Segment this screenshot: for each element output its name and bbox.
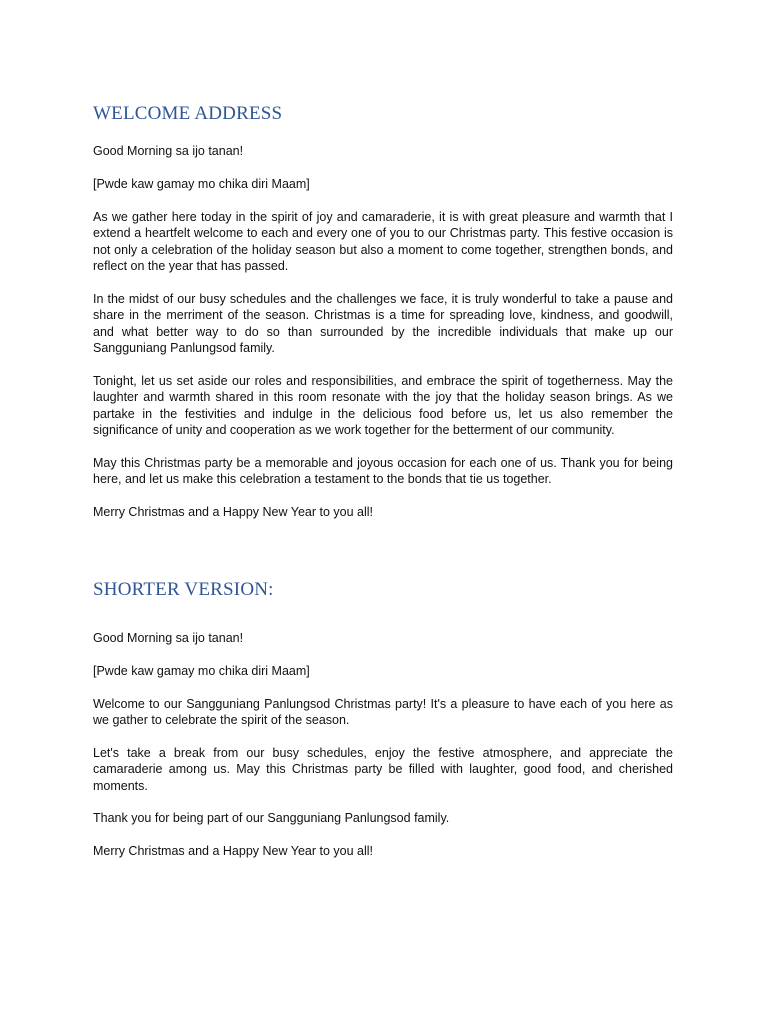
short-greeting-text: Good Morning sa ijo tanan! xyxy=(93,631,244,645)
short-paragraph-1: Welcome to our Sangguniang Panlungsod Christmas party! It's a pleasure to have each of you here as we gather to celebrate the spirit of the season. xyxy=(93,697,673,728)
closing-text: Merry Christmas and a Happy New Year to you all! xyxy=(93,505,373,519)
short-paragraph-2: Let's take a break from our busy schedules, enjoy the festive atmosphere, and appreciate the camaraderie among us. May this Christmas party be filled with laughter, good food, and cherished moments. xyxy=(93,746,673,793)
greeting-text: Good Morning sa ijo tanan! xyxy=(93,144,244,158)
short-note-text: [Pwde kaw gamay mo chika diri Maam] xyxy=(93,664,310,678)
short-paragraph-3: Thank you for being part of our Sangguniang Panlungsod family. xyxy=(93,811,450,825)
welcome-paragraph-2: In the midst of our busy schedules and the challenges we face, it is truly wonderful to take a pause and share in the merriment of the season. Christmas is a time for spreading love, kindness, and goodwill, and what better way to do so than surrounded by the incredible individuals that make up our Sangguniang Panlungsod family. xyxy=(93,292,673,356)
welcome-paragraph-3: Tonight, let us set aside our roles and responsibilities, and embrace the spirit of togetherness. May the laughter and warmth shared in this room resonate with the joy that the holiday season brings. As we partake in the festivities and indulge in the delicious food before us, let us also remember the significance of unity and cooperation as we work together for the betterment of our community. xyxy=(93,374,673,438)
section-title-shorter-version: SHORTER VERSION: xyxy=(93,579,274,600)
welcome-paragraph-4: May this Christmas party be a memorable and joyous occasion for each one of us. Thank you for being here, and let us make this celebration a testament to the bonds that tie us together. xyxy=(93,456,673,487)
welcome-paragraph-1: As we gather here today in the spirit of joy and camaraderie, it is with great pleasure and warmth that I extend a heartfelt welcome to each and every one of you to our Christmas party. This festive occasion is not only a celebration of the holiday season but also a moment to come together, strengthen bonds, and reflect on the year that has passed. xyxy=(93,210,673,274)
short-closing-text: Merry Christmas and a Happy New Year to you all! xyxy=(93,844,373,858)
section-title-welcome-address: WELCOME ADDRESS xyxy=(93,103,283,124)
note-text: [Pwde kaw gamay mo chika diri Maam] xyxy=(93,177,310,191)
